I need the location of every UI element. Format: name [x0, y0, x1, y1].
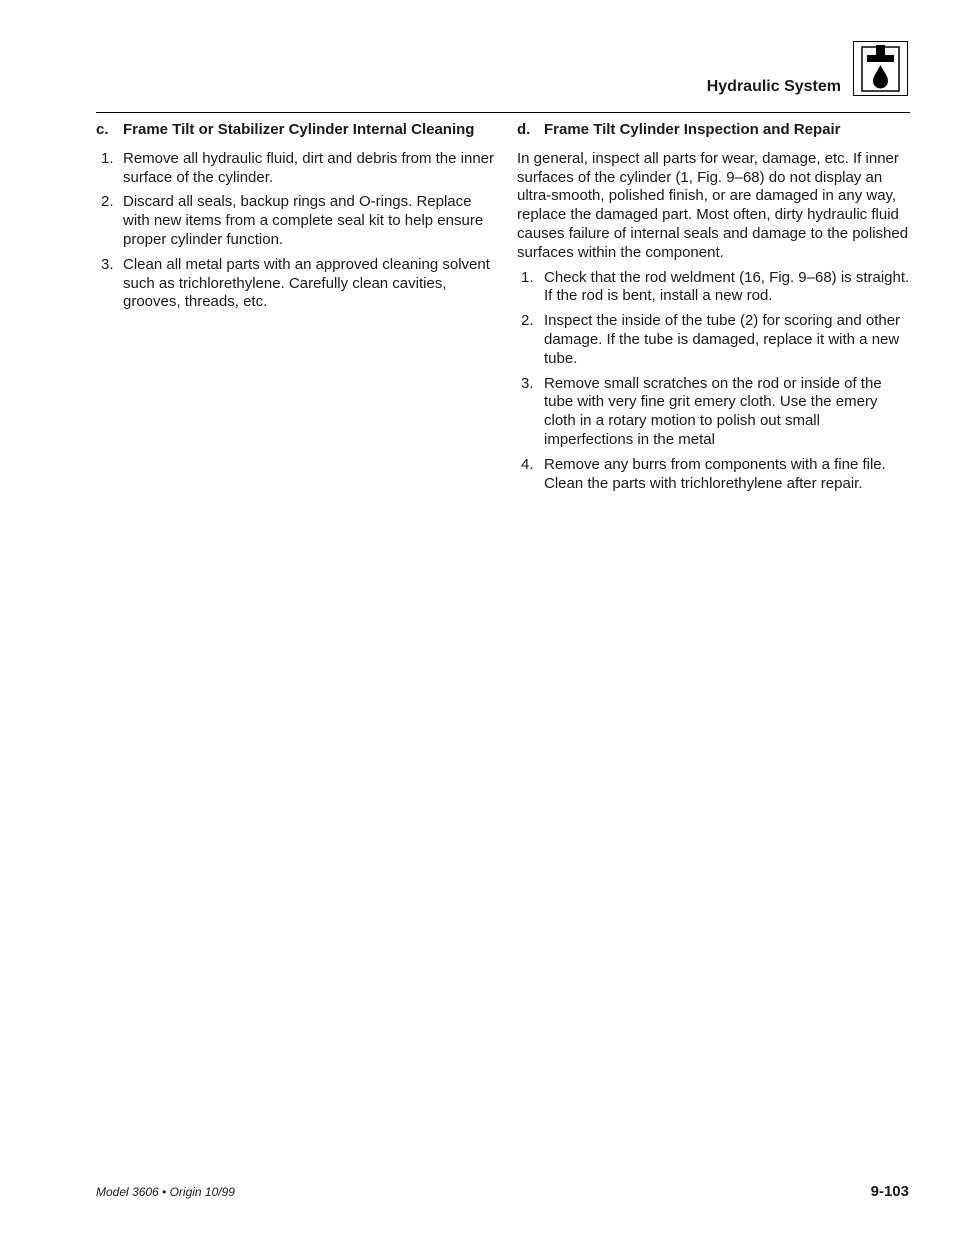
list-item [517, 375, 910, 450]
section-heading-c [96, 121, 496, 140]
step-text: Discard all seals, backup rings and O-rings. Replace with new items from a complete seal kit to help ensure proper cylinder function. [123, 193, 484, 248]
step-number: 3. [521, 374, 534, 392]
hydraulic-oil-drop-icon [853, 41, 908, 96]
list-item [517, 269, 910, 307]
list-item [517, 312, 910, 368]
header-rule [96, 112, 910, 113]
list-item [96, 150, 496, 188]
list-item [96, 256, 496, 312]
page-header-title: Hydraulic System [706, 78, 841, 95]
step-text: Clean all metal parts with an approved cleaning solvent such as trichlorethylene. Carefully clean cavities, grooves, threads, etc. [123, 255, 490, 311]
section-letter: c. [96, 121, 109, 138]
step-number: 1. [101, 149, 114, 167]
step-text: Check that the rod weldment (16, Fig. 9–68) is straight. If the rod is bent, install a new rod. [544, 268, 910, 305]
section-title: Frame Tilt Cylinder Inspection and Repair [544, 121, 841, 138]
section-intro-paragraph: In general, inspect all parts for wear, damage, etc. If inner surfaces of the cylinder (1, Fig. 9–68) do not display an ultra-smooth, polished finish, or are damaged in any way, replace the damaged part. Most often, dirty hydraulic fluid causes failure of internal seals and damage to the polished surfaces within the component. [517, 149, 909, 261]
left-column [96, 121, 496, 318]
step-number: 1. [521, 268, 534, 286]
step-text: Remove small scratches on the rod or inside of the tube with very fine grit emery cloth. Use the emery cloth in a rotary motion to polish out small imperfections in the metal [544, 374, 882, 448]
list-item [96, 193, 496, 249]
step-text: Remove any burrs from components with a fine file. Clean the parts with trichlorethylene after repair. [544, 455, 886, 492]
inspection-steps-list [517, 269, 910, 494]
section-title: Frame Tilt or Stabilizer Cylinder Internal Cleaning [123, 121, 475, 138]
section-letter: d. [517, 121, 531, 138]
step-number: 2. [101, 193, 114, 211]
footer-model-origin: Model 3606 • Origin 10/99 [96, 1185, 235, 1199]
right-column [517, 121, 910, 499]
list-item [517, 456, 910, 494]
step-text: Remove all hydraulic fluid, dirt and debris from the inner surface of the cylinder. [123, 149, 495, 186]
step-number: 3. [101, 255, 114, 273]
step-number: 2. [521, 312, 534, 330]
section-heading-d [517, 121, 910, 140]
step-number: 4. [521, 455, 534, 473]
step-text: Inspect the inside of the tube (2) for scoring and other damage. If the tube is damaged, replace it with a new tube. [544, 312, 901, 367]
page-number: 9-103 [870, 1183, 909, 1200]
cleaning-steps-list [96, 150, 496, 312]
